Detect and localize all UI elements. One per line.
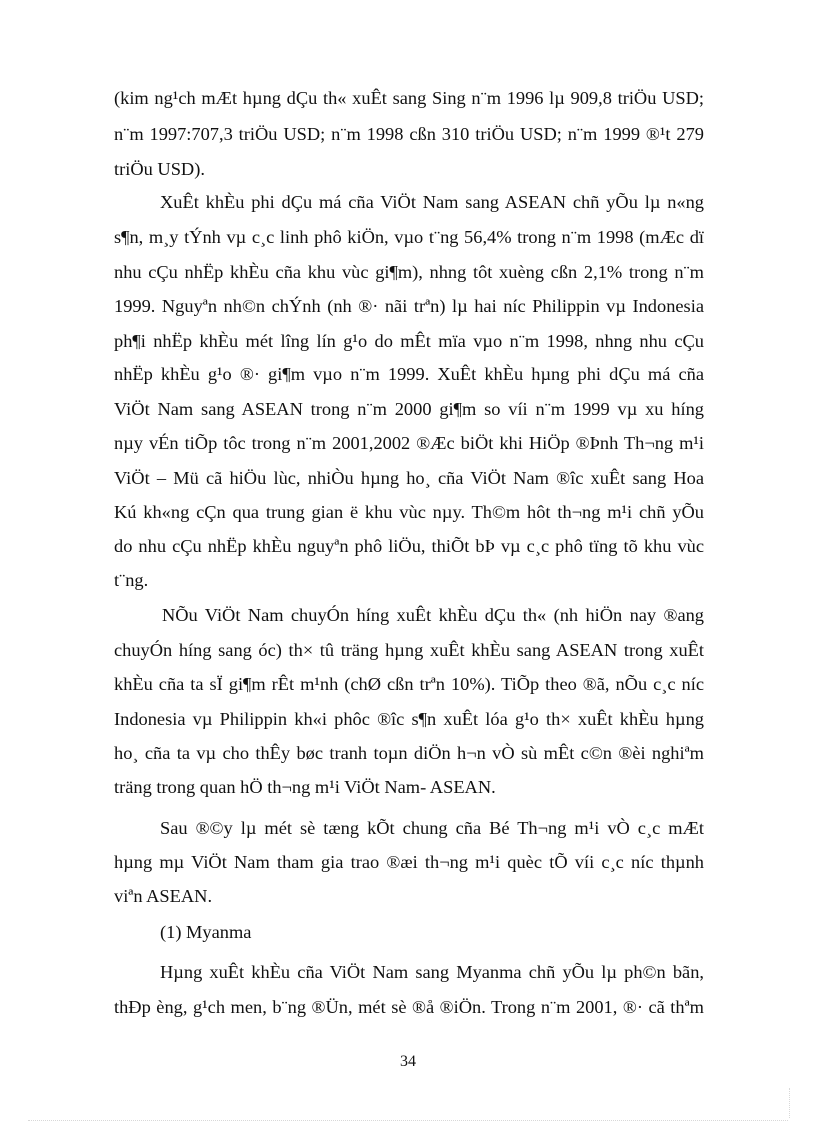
text-line: khÈu cña ta sÏ gi¶m rÊt m¹nh (chØ cßn trªn 10%). TiÕp theo ®ã, nÕu c¸c níc xyxy=(114,674,704,694)
text-line: ViÖt – Mü cã hiÖu lùc, nhiÒu hµng ho¸ cña ViÖt Nam ®îc xuÊt sang Hoa xyxy=(114,468,704,488)
text-line: Kú kh«ng cÇn qua trung gian ë khu vùc nµy. Th©m hôt th¬ng m¹i chñ yÕu xyxy=(114,502,704,522)
text-line: 1999. Nguyªn nh©n chÝnh (nh ®· nãi trªn) lµ hai níc Philippin vµ Indonesia xyxy=(114,296,704,316)
text-line: n¨m 1997:707,3 triÖu USD; n¨m 1998 cßn 310 triÖu USD; n¨m 1999 ®¹t 279 xyxy=(114,124,704,144)
text-line: (kim ng¹ch mÆt hµng dÇu th« xuÊt sang Sing n¨m 1996 lµ 909,8 triÖu USD; xyxy=(114,88,704,108)
text-line: XuÊt khÈu phi dÇu má cña ViÖt Nam sang ASEAN chñ yÕu lµ n«ng xyxy=(160,192,704,212)
page-border-right xyxy=(789,1088,790,1118)
page-number: 34 xyxy=(400,1053,416,1070)
text-line: ViÖt Nam sang ASEAN trong n¨m 2000 gi¶m so víi n¨m 1999 vµ xu híng xyxy=(114,399,704,419)
text-line: ho¸ cña ta vµ cho thÊy bøc tranh toµn diÖn h¬n vÒ sù mÊt c©n ®èi nghiªm xyxy=(114,743,704,763)
text-line: träng trong quan hÖ th¬ng m¹i ViÖt Nam- ASEAN. xyxy=(114,777,496,797)
text-line: nhu cÇu nhËp khÈu cña khu vùc gi¶m), nhng tôt xuèng cßn 2,1% trong n¨m xyxy=(114,262,704,282)
text-line: ph¶i nhËp khÈu mét lîng lín g¹o do mÊt mïa vµo n¨m 1998, nhng nhu cÇu xyxy=(114,331,704,351)
text-line: t¨ng. xyxy=(114,570,149,590)
text-line: do nhu cÇu nhËp khÈu nguyªn phô liÖu, thiÕt bÞ vµ c¸c phô tïng tõ khu vùc xyxy=(114,536,704,556)
text-line: nµy vÉn tiÕp tôc trong n¨m 2001,2002 ®Æc biÖt khi HiÖp ®Þnh Th¬ng m¹i xyxy=(114,433,704,453)
text-line: thÐp èng, g¹ch men, b¨ng ®Ün, mét sè ®å ®iÖn. Trong n¨m 2001, ®· cã thªm xyxy=(114,997,704,1017)
page-border-bottom xyxy=(28,1120,788,1121)
text-line: Indonesia vµ Philippin kh«i phôc ®îc s¶n xuÊt lóa g¹o th× xuÊt khÈu hµng xyxy=(114,709,704,729)
section-heading: (1) Myanma xyxy=(160,922,252,942)
text-line: Sau ®©y lµ mét sè tæng kÕt chung cña Bé Th¬ng m¹i vÒ c¸c mÆt xyxy=(160,818,704,838)
text-line: chuyÓn híng sang óc) th× tû träng hµng xuÊt khÈu sang ASEAN trong xuÊt xyxy=(114,640,704,660)
text-line: nhËp khÈu g¹o ®· gi¶m vµo n¨m 1999. XuÊt khÈu hµng phi dÇu má cña xyxy=(114,364,704,384)
text-line: Hµng xuÊt khÈu cña ViÖt Nam sang Myanma chñ yÕu lµ ph©n bãn, xyxy=(160,962,704,982)
text-line: triÖu USD). xyxy=(114,159,205,179)
text-line: hµng mµ ViÖt Nam tham gia trao ®æi th¬ng m¹i quèc tÕ víi c¸c níc thµnh xyxy=(114,852,704,872)
text-line: s¶n, m¸y tÝnh vµ c¸c linh phô kiÖn, vµo t¨ng 56,4% trong n¨m 1998 (mÆc dï xyxy=(114,227,704,247)
text-line: NÕu ViÖt Nam chuyÓn híng xuÊt khÈu dÇu th« (nh hiÖn nay ®ang xyxy=(162,605,704,625)
text-line: viªn ASEAN. xyxy=(114,886,213,906)
